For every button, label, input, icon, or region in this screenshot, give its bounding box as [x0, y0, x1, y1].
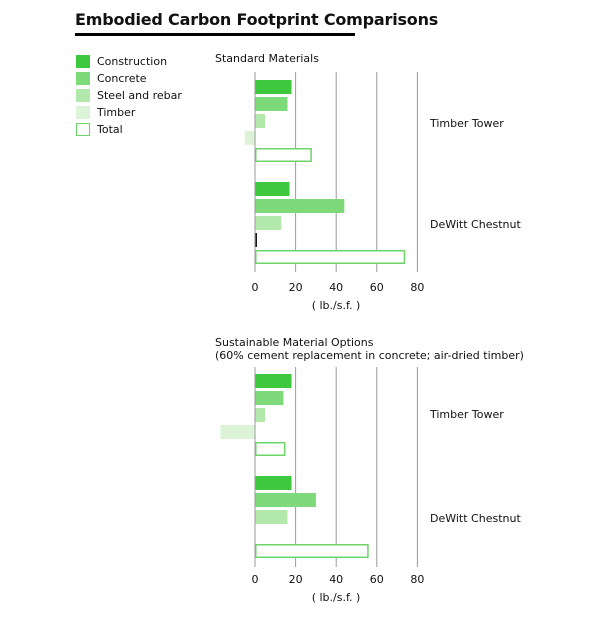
chart-1-x-axis-label: ( lb./s.f. ) — [311, 299, 361, 312]
legend-label-concrete: Concrete — [97, 72, 147, 85]
bar-dewitt-chestnut-construction-chart-1 — [255, 182, 290, 196]
bar-timber-tower-total-chart-2 — [256, 443, 285, 456]
page-title: Embodied Carbon Footprint Comparisons — [75, 10, 439, 29]
bar-dewitt-chestnut-concrete-chart-1 — [255, 199, 344, 213]
chart-1-tick-label-0: 0 — [251, 281, 259, 294]
chart-2-subtitle: (60% cement replacement in concrete; air-dried timber) — [215, 349, 524, 362]
chart-1-tick-label-40: 40 — [329, 281, 344, 294]
bar-timber-tower-concrete-chart-2 — [255, 391, 283, 405]
legend-label-steel: Steel and rebar — [97, 89, 182, 102]
bar-dewitt-chestnut-steel-and-rebar-chart-1 — [255, 216, 281, 230]
bar-dewitt-chestnut-construction-chart-2 — [255, 476, 292, 490]
bar-dewitt-chestnut-total-chart-1 — [256, 251, 405, 264]
chart-2-category-timber-tower: Timber Tower — [430, 408, 504, 421]
chart-2-tick-label-60: 60 — [369, 573, 384, 586]
bar-timber-tower-total-chart-1 — [256, 149, 311, 162]
bar-dewitt-chestnut-steel-and-rebar-chart-2 — [255, 510, 287, 524]
bar-timber-tower-steel-and-rebar-chart-1 — [255, 114, 265, 128]
bar-timber-tower-steel-and-rebar-chart-2 — [255, 408, 265, 422]
legend-label-timber: Timber — [97, 106, 136, 119]
chart-2-tick-label-20: 20 — [288, 573, 303, 586]
chart-2-tick-label-40: 40 — [329, 573, 344, 586]
bar-dewitt-chestnut-total-chart-2 — [256, 545, 368, 558]
chart-2-tick-label-80: 80 — [410, 573, 425, 586]
chart-1-title: Standard Materials — [215, 52, 319, 65]
chart-2-title: Sustainable Material Options — [215, 336, 374, 349]
chart-1-tick-label-60: 60 — [369, 281, 384, 294]
legend-label-total: Total — [97, 123, 123, 136]
chart-1-category-dewitt-chestnut: DeWitt Chestnut — [430, 218, 521, 231]
chart-1-tick-label-80: 80 — [410, 281, 425, 294]
bar-timber-tower-timber-chart-2 — [220, 425, 255, 439]
bar-timber-tower-timber-chart-1 — [245, 131, 255, 145]
chart-2-x-axis-label: ( lb./s.f. ) — [311, 591, 361, 604]
bar-timber-tower-concrete-chart-1 — [255, 97, 287, 111]
chart-1-tick-label-20: 20 — [288, 281, 303, 294]
legend-label-construction: Construction — [97, 55, 168, 68]
chart-2-tick-label-0: 0 — [251, 573, 259, 586]
bar-timber-tower-construction-chart-2 — [255, 374, 292, 388]
chart-2-category-dewitt-chestnut: DeWitt Chestnut — [430, 512, 521, 525]
bar-dewitt-chestnut-concrete-chart-2 — [255, 493, 316, 507]
chart-1-category-timber-tower: Timber Tower — [430, 117, 504, 130]
bar-timber-tower-construction-chart-1 — [255, 80, 292, 94]
